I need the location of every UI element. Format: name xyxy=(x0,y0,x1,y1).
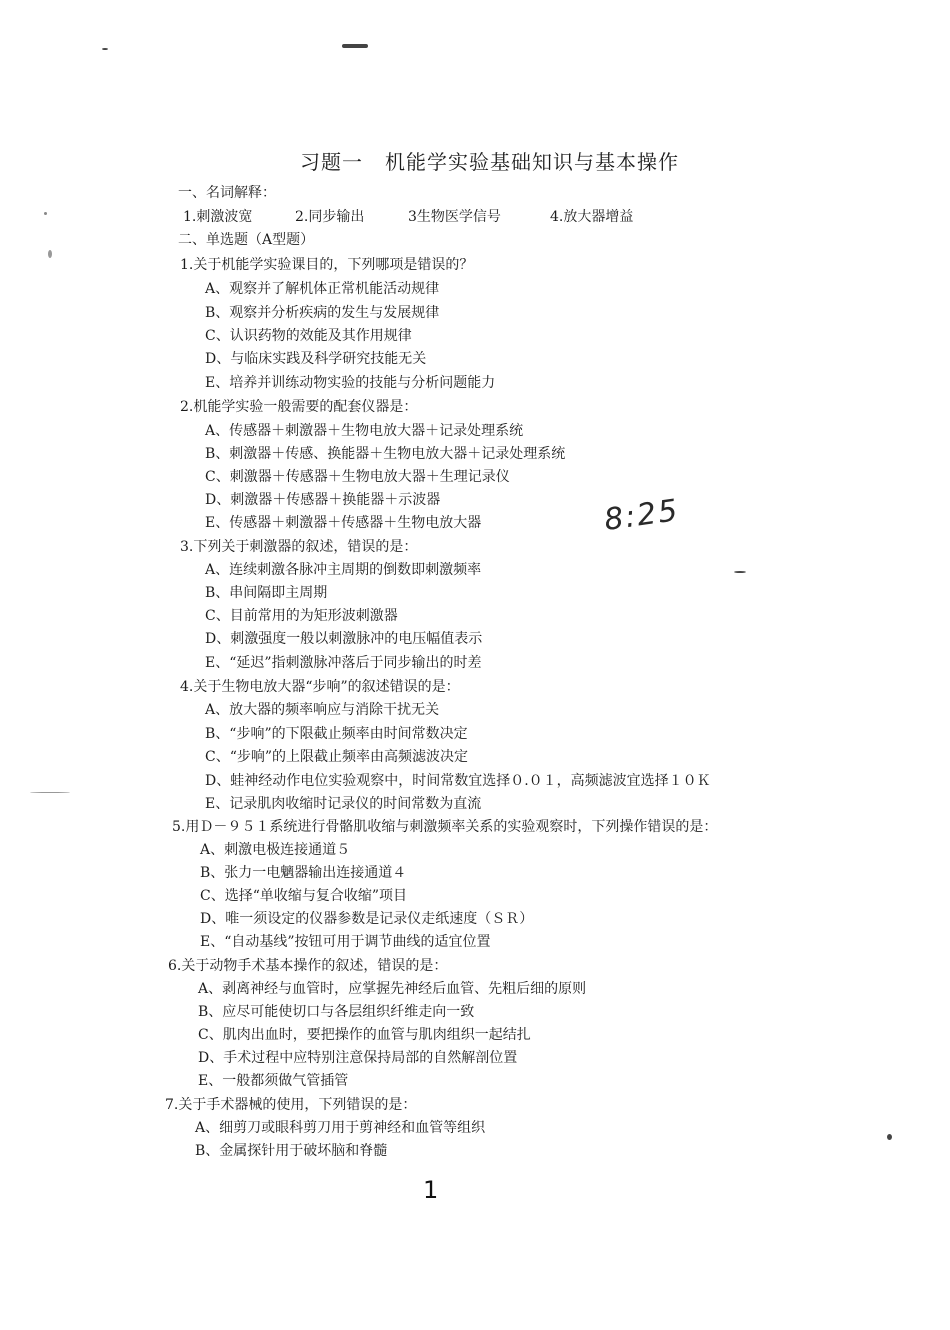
option-2a: A、传感器＋刺激器＋生物电放大器＋记录处理系统 xyxy=(205,423,524,439)
term-item: 1.刺激波宽 xyxy=(183,209,253,225)
option-5b: B、张力一电魑器输出连接通道４ xyxy=(200,865,407,881)
option-1a: A、观察并了解机体正常机能活动规律 xyxy=(205,281,440,297)
option-4a: A、放大器的频率响应与消除干扰无关 xyxy=(205,702,440,718)
option-4c: C、“步响”的上限截止频率由高频滤波决定 xyxy=(205,749,469,765)
section-1-heading: 一、名词解释： xyxy=(178,185,276,201)
term-item: 3生物医学信号 xyxy=(408,209,501,225)
option-3c: C、目前常用的为矩形波刺激器 xyxy=(205,608,398,624)
option-1c: C、认识药物的效能及其作用规律 xyxy=(205,328,412,344)
option-4e: E、记录肌肉收缩时记录仪的时间常数为直流 xyxy=(205,796,482,812)
option-1d: D、与临床实践及科学研究技能无关 xyxy=(205,351,427,367)
scan-mark xyxy=(102,48,108,50)
option-3d: D、刺激强度一般以刺激脉冲的电压幅值表示 xyxy=(205,631,483,647)
question-6: 6.关于动物手术基本操作的叙述，错误的是： xyxy=(168,958,448,974)
scan-mark xyxy=(44,212,47,215)
question-7: 7.关于手术器械的使用，下列错误的是： xyxy=(165,1097,417,1113)
option-2e: E、传感器＋刺激器＋传感器＋生物电放大器 xyxy=(205,515,482,531)
option-3b: B、串间隔即主周期 xyxy=(205,585,328,601)
page-number: 1 xyxy=(423,1176,439,1204)
term-item: 4.放大器增益 xyxy=(550,209,634,225)
option-7a: A、细剪刀或眼科剪刀用于剪神经和血管等组织 xyxy=(195,1120,486,1136)
option-6c: C、肌肉出血时，要把操作的血管与肌肉组织一起结扎 xyxy=(198,1027,531,1043)
handwritten-note: 8:25 xyxy=(601,492,682,539)
question-4: 4.关于生物电放大器“步响”的叙述错误的是： xyxy=(180,679,460,695)
option-3e: E、“延迟”指刺激脉冲落后于同步输出的时差 xyxy=(205,655,482,671)
term-item: 2.同步输出 xyxy=(295,209,365,225)
question-5: 5.用Ｄ－９５１系统进行骨骼肌收缩与刺激频率关系的实验观察时，下列操作错误的是： xyxy=(172,819,718,835)
option-2d: D、刺激器＋传感器＋换能器＋示波器 xyxy=(205,492,441,508)
scan-mark xyxy=(342,44,368,48)
option-6a: A、剥离神经与血管时，应掌握先神经后血管、先粗后细的原则 xyxy=(198,981,587,997)
page-title xyxy=(300,146,679,175)
question-2: 2.机能学实验一般需要的配套仪器是： xyxy=(180,399,418,415)
option-6b: B、应尽可能使切口与各层组织纤维走向一致 xyxy=(198,1004,475,1020)
term-list xyxy=(183,208,633,226)
scan-mark xyxy=(734,571,746,573)
option-3a: A、连续刺激各脉冲主周期的倒数即刺激频率 xyxy=(205,562,482,578)
option-6e: E、一般都须做气管插管 xyxy=(198,1073,349,1089)
question-1: 1.关于机能学实验课目的，下列哪项是错误的？ xyxy=(180,257,474,273)
scan-mark xyxy=(887,1134,892,1140)
title-part-1: 习题一 xyxy=(300,150,363,174)
scan-mark xyxy=(30,792,70,793)
option-2b: B、刺激器＋传感、换能器＋生物电放大器＋记录处理系统 xyxy=(205,446,566,462)
option-7b: B、金属探针用于破坏脑和脊髓 xyxy=(195,1143,388,1159)
option-4d: D、蛙神经动作电位实验观察中，时间常数宜选择０.０１，高频滤波宜选择１０Ｋ xyxy=(205,773,711,789)
option-1b: B、观察并分析疾病的发生与发展规律 xyxy=(205,305,440,321)
title-part-2: 机能学实验基础知识与基本操作 xyxy=(385,150,679,174)
option-5d: D、唯一须设定的仪器参数是记录仪走纸速度（ＳＲ） xyxy=(200,911,534,927)
scan-mark xyxy=(48,250,52,258)
option-2c: C、刺激器＋传感器＋生物电放大器＋生理记录仪 xyxy=(205,469,510,485)
option-5e: E、“自动基线”按钮可用于调节曲线的适宜位置 xyxy=(200,934,491,950)
option-4b: B、“步响”的下限截止频率由时间常数决定 xyxy=(205,726,468,742)
option-1e: E、培养并训练动物实验的技能与分析问题能力 xyxy=(205,375,496,391)
question-3: 3.下列关于刺激器的叙述，错误的是： xyxy=(180,539,418,555)
option-5a: A、刺激电极连接通道５ xyxy=(200,842,351,858)
option-6d: D、手术过程中应特别注意保持局部的自然解剖位置 xyxy=(198,1050,518,1066)
option-5c: C、选择“单收缩与复合收缩”项目 xyxy=(200,888,408,904)
section-2-heading: 二、单选题（A型题） xyxy=(178,232,315,248)
